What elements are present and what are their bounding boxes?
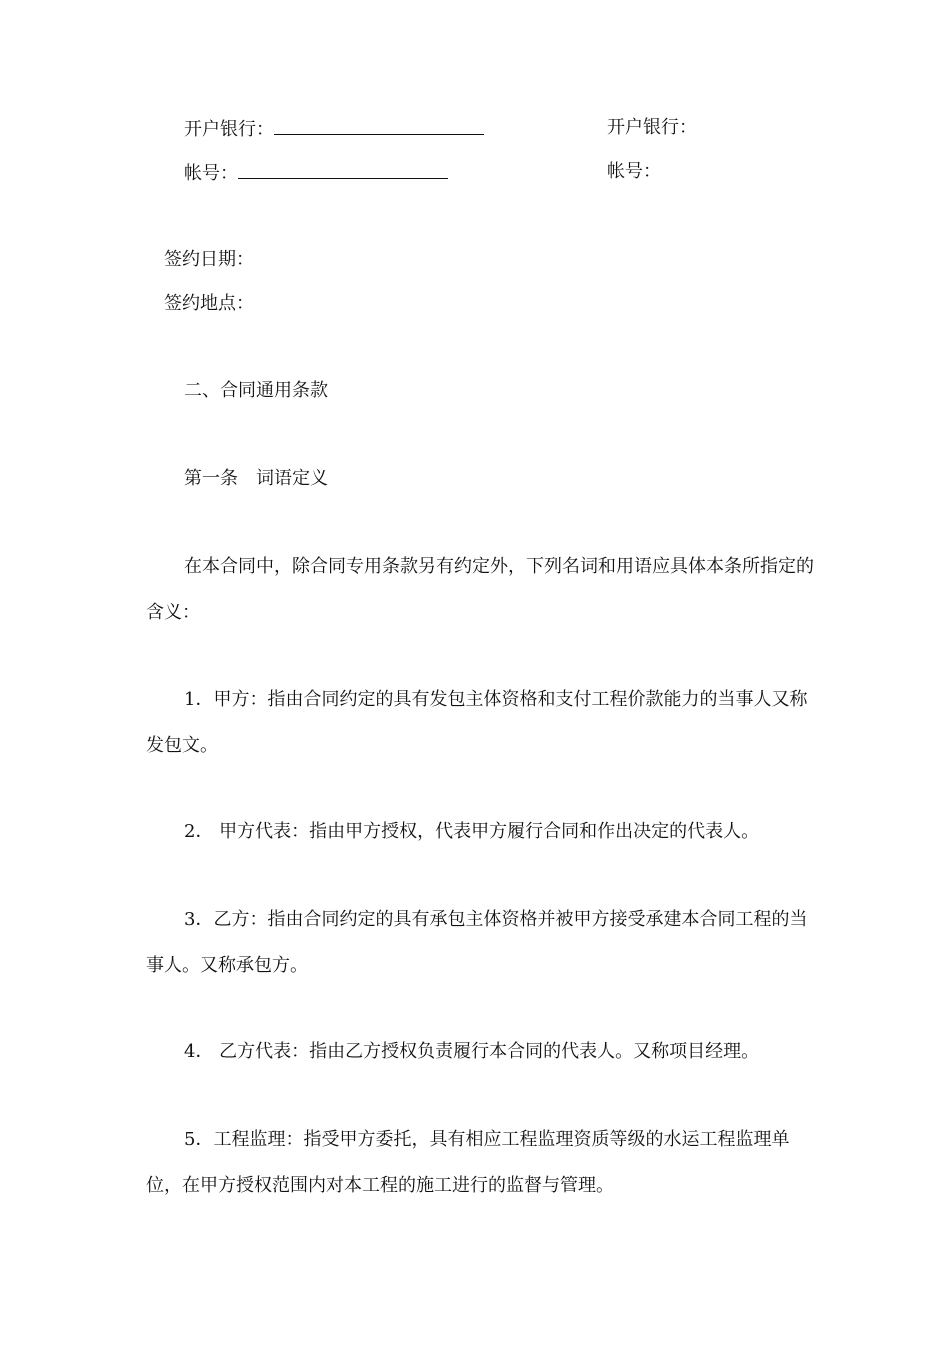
- article-title: 第一条 词语定义: [184, 468, 328, 489]
- party-a-bank-blank: [274, 116, 484, 135]
- definition-item-4-text: 4． 乙方代表：指由乙方授权负责履行本合同的代表人。又称项目经理。: [184, 1041, 760, 1062]
- signing-date-label: 签约日期：: [164, 249, 254, 270]
- section-title: 二、合同通用条款: [184, 380, 328, 401]
- definition-item-4: [146, 1029, 814, 1075]
- definition-item-3-text: 3．乙方：指由合同约定的具有承包主体资格并被甲方接受承建本合同工程的当事人。又称承包方。: [146, 909, 808, 976]
- definition-item-5: [146, 1117, 814, 1209]
- party-a-account-row: [184, 160, 448, 186]
- party-b-account-label: 帐号：: [607, 161, 661, 182]
- intro-paragraph: [146, 544, 814, 636]
- party-a-account-blank: [238, 160, 448, 179]
- party-a-account-label: 帐号：: [184, 163, 238, 184]
- definition-item-1-text: 1．甲方：指由合同约定的具有发包主体资格和支付工程价款能力的当事人又称发包文。: [146, 689, 808, 756]
- signing-place-label: 签约地点：: [164, 293, 254, 314]
- definition-item-5-text: 5．工程监理：指受甲方委托，具有相应工程监理资质等级的水运工程监理单位，在甲方授权范围内对本工程的施工进行的监督与管理。: [146, 1129, 790, 1196]
- definition-item-3: [146, 897, 814, 989]
- definition-item-2-text: 2． 甲方代表：指由甲方授权，代表甲方履行合同和作出决定的代表人。: [184, 821, 760, 842]
- party-b-bank-label: 开户银行：: [607, 117, 697, 138]
- definition-item-1: [146, 677, 814, 769]
- party-b-account-row: [607, 160, 661, 184]
- party-b-bank-row: [607, 116, 697, 140]
- definition-item-2: [146, 809, 814, 855]
- party-a-bank-label: 开户银行：: [184, 119, 274, 140]
- party-a-bank-row: [184, 116, 484, 142]
- intro-paragraph-text: 在本合同中，除合同专用条款另有约定外，下列名词和用语应具体本条所指定的含义：: [146, 556, 814, 623]
